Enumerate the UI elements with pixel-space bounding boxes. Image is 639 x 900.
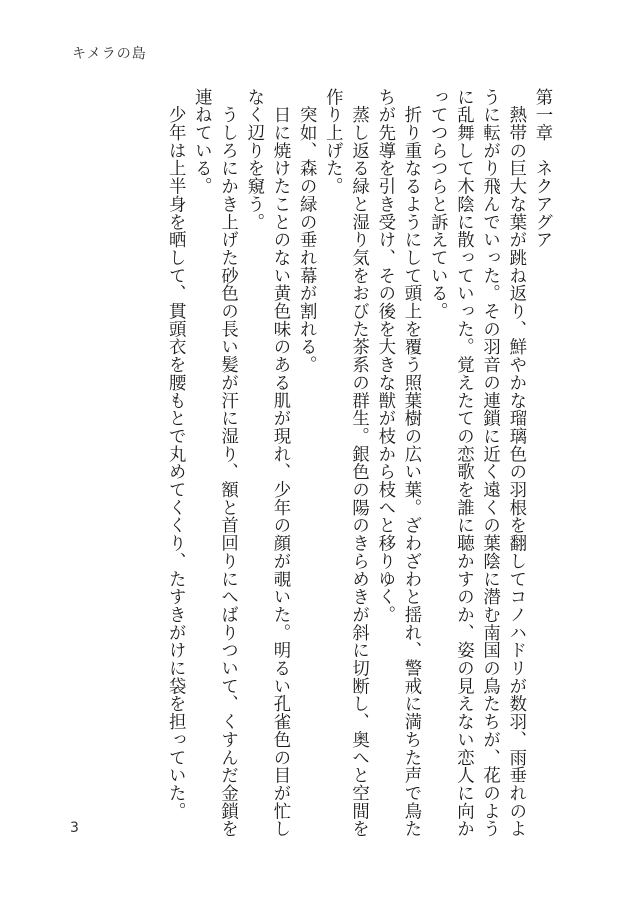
- chapter-title: 第一章 ネクアグア: [532, 88, 552, 249]
- paragraph-2: 折り重なるようにして頭上を覆う照葉樹の広い葉。ざわざわと揺れ、警戒に満ちた声で鳥たちが先導を引き受け、その後を大きな獣が枝から枝へと移りゆく。: [374, 88, 421, 838]
- paragraph-5: 日に焼けたことのない黄色味のある肌が現れ、少年の顔が覗いた。明るい孔雀色の目が忙しなく辺りを窺う。: [243, 88, 290, 838]
- paragraph-6: うしろにかき上げた砂色の長い髪が汗に湿り、額と首回りにへばりついて、くすんだ金鎖を連ねている。: [191, 88, 238, 838]
- running-header-book-title: キメラの島: [72, 46, 147, 62]
- paragraph-7: 少年は上半身を晒して、貫頭衣を腰もとで丸めてくくり、たすきがけに袋を担っていた。: [165, 88, 186, 820]
- paragraph-3: 蒸し返る緑と湿り気をおびた茶系の群生。銀色の陽のきらめきが斜に切断し、奥へと空間を作り上げた。: [322, 88, 369, 838]
- paragraph-4: 突如、森の緑の垂れ幕が割れる。: [296, 88, 317, 374]
- paragraph-1: 熱帯の巨大な葉が跳ね返り、鮮やかな瑠璃色の羽根を翻してコノハドリが数羽、雨垂れのように転がり飛んでいった。その羽音の連鎖に近く遠くの葉陰に潜む南国の鳥たちが、花のように乱舞して木陰に散っていった。覚えたての恋歌を誰に聴かすのか、姿の見えない恋人に向かってつらつらと訴えている。: [427, 88, 526, 838]
- vertical-body-text: [85, 88, 555, 840]
- page-number: 3: [70, 820, 79, 836]
